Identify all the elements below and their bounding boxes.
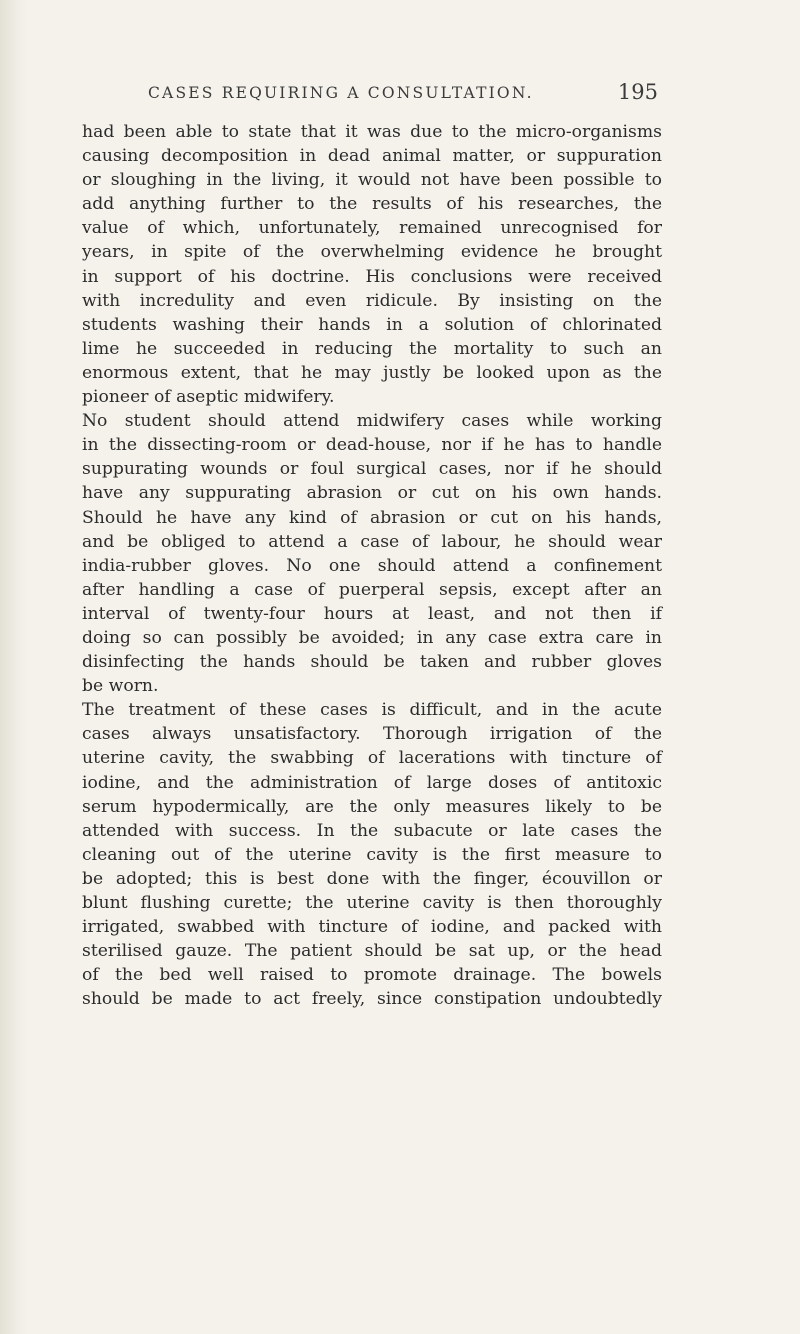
text-line: students washing their hands in a solution of chlorinated — [82, 314, 662, 335]
text-line: be adopted; this is best done with the finger, écouvillon or — [82, 868, 662, 889]
text-line: irrigated, swabbed with tincture of iodine, and packed with — [82, 917, 662, 938]
text-line: lime he succeeded in reducing the mortality to such an — [82, 338, 662, 359]
body-text — [82, 120, 662, 1011]
text-line: No student should attend midwifery cases while working — [82, 411, 662, 432]
text-line: be worn. — [82, 676, 159, 697]
text-line: causing decomposition in dead animal matter, or suppuration — [82, 146, 662, 167]
text-line: attended with success. In the subacute or late cases the — [82, 820, 662, 841]
text-line: had been able to state that it was due to the micro-organisms — [82, 122, 662, 142]
text-line: of the bed well raised to promote drainage. The bowels — [82, 965, 662, 986]
text-line: with incredulity and even ridicule. By insisting on the — [82, 290, 662, 311]
text-line: have any suppurating abrasion or cut on his own hands. — [82, 483, 662, 504]
page-gutter-shadow — [0, 0, 28, 1334]
text-line: doing so can possibly be avoided; in any case extra care in — [82, 627, 662, 648]
text-line: cleaning out of the uterine cavity is the first measure to — [82, 844, 662, 865]
page-number: 195 — [617, 80, 658, 104]
text-line: disinfecting the hands should be taken and rubber gloves — [82, 652, 662, 673]
text-line: sterilised gauze. The patient should be sat up, or the head — [82, 941, 662, 962]
text-line: blunt flushing curette; the uterine cavity is then thoroughly — [82, 893, 662, 913]
running-head: CASES REQUIRING A CONSULTATION. — [148, 84, 534, 102]
text-line: or sloughing in the living, it would not have been possible to — [82, 170, 662, 191]
text-line: pioneer of aseptic midwifery. — [82, 387, 335, 408]
text-line: after handling a case of puerperal sepsis, except after an — [82, 579, 662, 600]
text-line: india-rubber gloves. No one should attend a confinement — [82, 555, 662, 576]
text-line: suppurating wounds or foul surgical cases, nor if he should — [82, 459, 662, 480]
text-line: and be obliged to attend a case of labour, he should wear — [82, 531, 662, 552]
text-line: uterine cavity, the swabbing of lacerations with tincture of — [82, 748, 662, 769]
text-line: value of which, unfortunately, remained unrecognised for — [82, 218, 662, 239]
text-line: interval of twenty-four hours at least, and not then if — [82, 603, 662, 624]
text-line: should be made to act freely, since constipation undoubtedly — [82, 989, 662, 1010]
text-line: iodine, and the administration of large doses of antitoxic — [82, 772, 662, 793]
page-header — [148, 80, 658, 108]
text-line: The treatment of these cases is difficult, and in the acute — [82, 700, 662, 721]
text-line: in support of his doctrine. His conclusions were received — [82, 266, 662, 287]
text-line: serum hypodermically, are the only measures likely to be — [82, 796, 662, 817]
text-line: in the dissecting-room or dead-house, nor if he has to handle — [82, 435, 662, 456]
text-line: Should he have any kind of abrasion or cut on his hands, — [82, 507, 662, 528]
text-line: enormous extent, that he may justly be looked upon as the — [82, 362, 662, 383]
text-line: cases always unsatisfactory. Thorough irrigation of the — [82, 724, 662, 745]
text-line: add anything further to the results of his researches, the — [82, 194, 662, 215]
text-line: years, in spite of the overwhelming evidence he brought — [82, 242, 662, 263]
